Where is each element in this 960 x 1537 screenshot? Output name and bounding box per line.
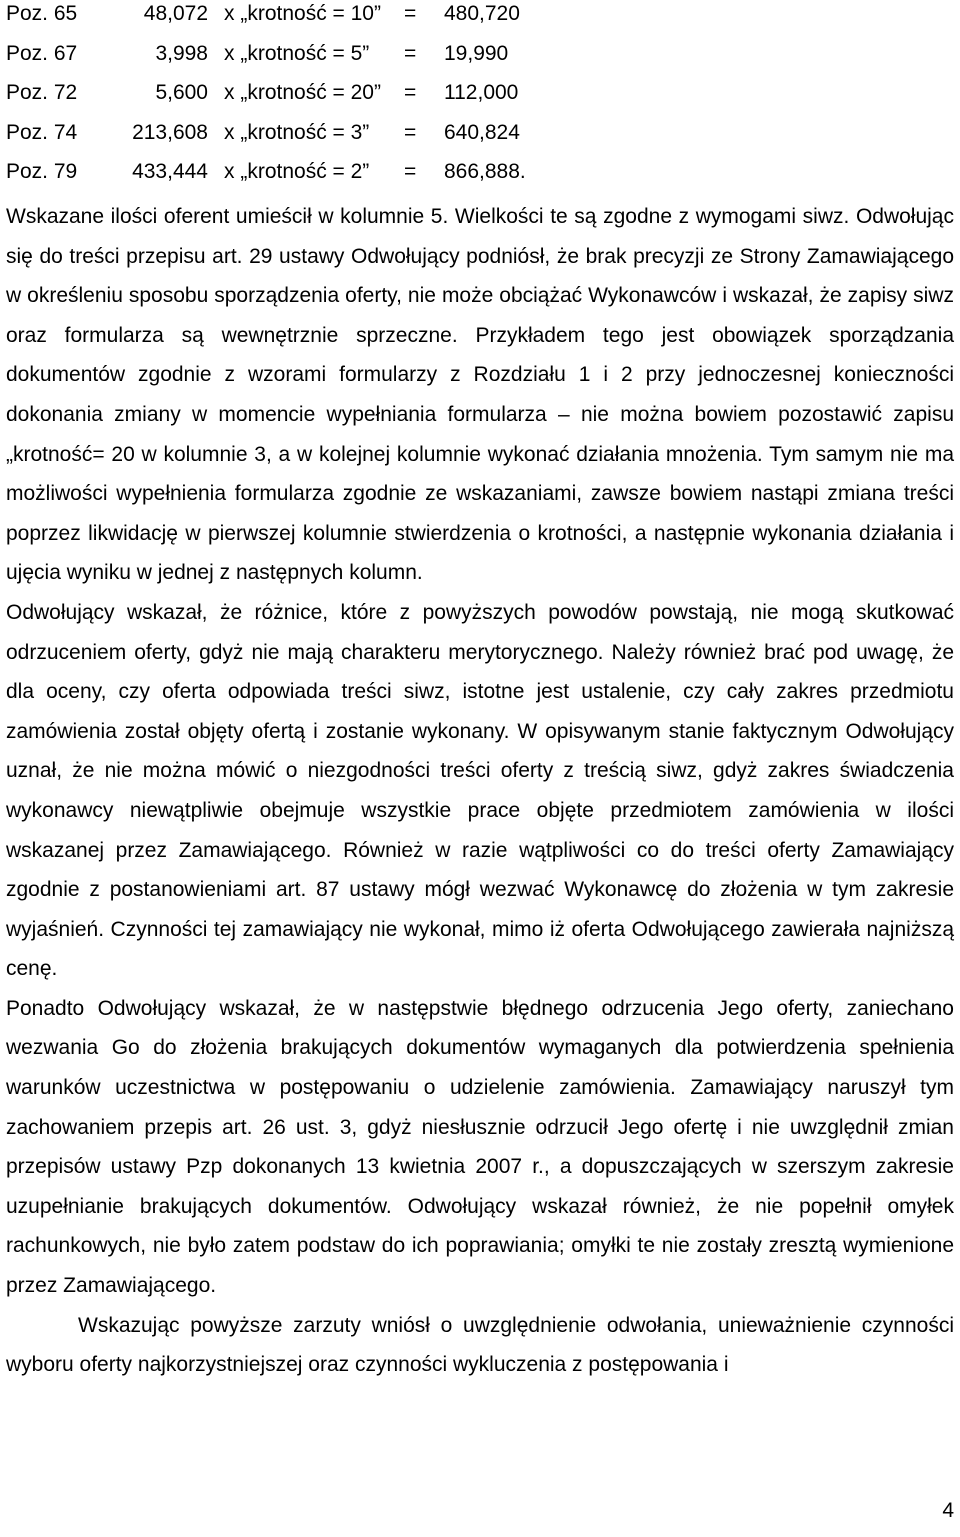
multiplier: x „krotność = 2” bbox=[224, 160, 370, 183]
multiplier: x „krotność = 10” bbox=[224, 2, 381, 25]
quantity-value: 213,608 bbox=[132, 120, 208, 144]
equals-sign: = bbox=[404, 81, 417, 104]
paragraph: Ponadto Odwołujący wskazał, że w następstwie błędnego odrzucenia Jego oferty, zaniechano wezwania Go do złożenia brakujących dokumentów wymaganych dla potwierdzenia spełnienia warunków uczestnictwa w postępowaniu o udzielenie zamówienia. Zamawiający naruszył tym zachowaniem przepis art. 26 ust. 3, gdyż niesłusznie odrzucił Jego ofertę i nie uwzględnił zmian przepisów ustawy Pzp dokonanych 13 kwietnia 2007 r., a dopuszczających w szerszym zakresie uzupełnianie brakujących dokumentów. Odwołujący wskazał również, że nie popełnił omyłek rachunkowych, nie było zatem podstaw do ich poprawiania; omyłki te nie zostały zresztą wymienione przez Zamawiającego. bbox=[6, 996, 954, 1298]
equals-sign: = bbox=[404, 41, 417, 65]
multiplier: x „krotność = 5” bbox=[224, 41, 370, 65]
paragraph: Odwołujący wskazał, że różnice, które z powyższych powodów powstają, nie mogą skutkować odrzuceniem oferty, gdyż nie mają charakteru merytorycznego. Należy również brać pod uwagę, że dla oceny, czy oferta odpowiada treści siwz, istotne jest ustalenie, czy cały zakres przedmiotu zamówienia został objęty ofertą i zostanie wykonany. W opisywanym stanie faktycznym Odwołujący uznał, że nie można mówić o niezgodności treści oferty z treścią siwz, gdyż zakres świadczenia wykonawcy niewątpliwie obejmuje wszystkie prace objęte przedmiotem zamówienia w ilości wskazanej przez Zamawiającego. Również w razie wątpliwości co do treści oferty Zamawiający zgodnie z postanowieniami art. 87 ustawy mógł wezwać Wykonawcę do złożenia w tym zakresie wyjaśnień. Czynności tej zamawiający nie wykonał, mimo iż oferta Odwołującego zawierała najniższą cenę. bbox=[6, 600, 954, 981]
page-number: 4 bbox=[942, 1499, 954, 1522]
result-value: 19,990 bbox=[444, 41, 509, 65]
result-value: 866,888. bbox=[444, 160, 526, 183]
position-label: Poz. 74 bbox=[6, 120, 78, 144]
multiplier: x „krotność = 20” bbox=[224, 81, 381, 104]
equals-sign: = bbox=[404, 120, 417, 144]
position-label: Poz. 79 bbox=[6, 160, 78, 183]
result-value: 480,720 bbox=[444, 2, 520, 25]
multiplier: x „krotność = 3” bbox=[224, 120, 370, 144]
body-text bbox=[6, 197, 954, 1385]
equals-sign: = bbox=[404, 2, 417, 25]
quantity-value: 433,444 bbox=[132, 160, 208, 183]
paragraph: Wskazując powyższe zarzuty wniósł o uwzględnienie odwołania, unieważnienie czynności wyboru oferty najkorzystniejszej oraz czynności wykluczenia z postępowania i bbox=[6, 1313, 954, 1377]
position-label: Poz. 72 bbox=[6, 81, 78, 104]
quantity-value: 5,600 bbox=[155, 81, 208, 104]
position-label: Poz. 67 bbox=[6, 41, 78, 65]
quantity-value: 3,998 bbox=[155, 41, 208, 65]
result-value: 640,824 bbox=[444, 120, 520, 144]
paragraph: Wskazane ilości oferent umieścił w kolumnie 5. Wielkości te są zgodne z wymogami siwz. Odwołując się do treści przepisu art. 29 ustawy Odwołujący podniósł, że brak precyzji ze Strony Zamawiającego w określeniu sposobu sporządzenia oferty, nie może obciążać Wykonawców i wskazał, że zapisy siwz oraz formularza są wewnętrznie sprzeczne. Przykładem tego jest obowiązek sporządzania dokumentów zgodnie z wzorami formularzy z Rozdziału 1 i 2 przy jednoczesnej konieczności dokonania zmiany w momencie wypełniania formularza – nie można bowiem pozostawić zapisu „krotność= 20 w kolumnie 3, a w kolejnej kolumnie wykonać działania mnożenia. Tym samym nie ma możliwości wypełnienia formularza zgodnie ze wskazaniami, zawsze bowiem nastąpi zmiana treści poprzez likwidację w pierwszej kolumnie stwierdzenia o krotności, a następnie wykonania działania i ujęcia wyniku w jednej z następnych kolumn. bbox=[6, 205, 954, 585]
quantity-value: 48,072 bbox=[143, 2, 208, 25]
result-value: 112,000 bbox=[444, 81, 519, 104]
position-label: Poz. 65 bbox=[6, 2, 78, 25]
equals-sign: = bbox=[404, 160, 417, 183]
